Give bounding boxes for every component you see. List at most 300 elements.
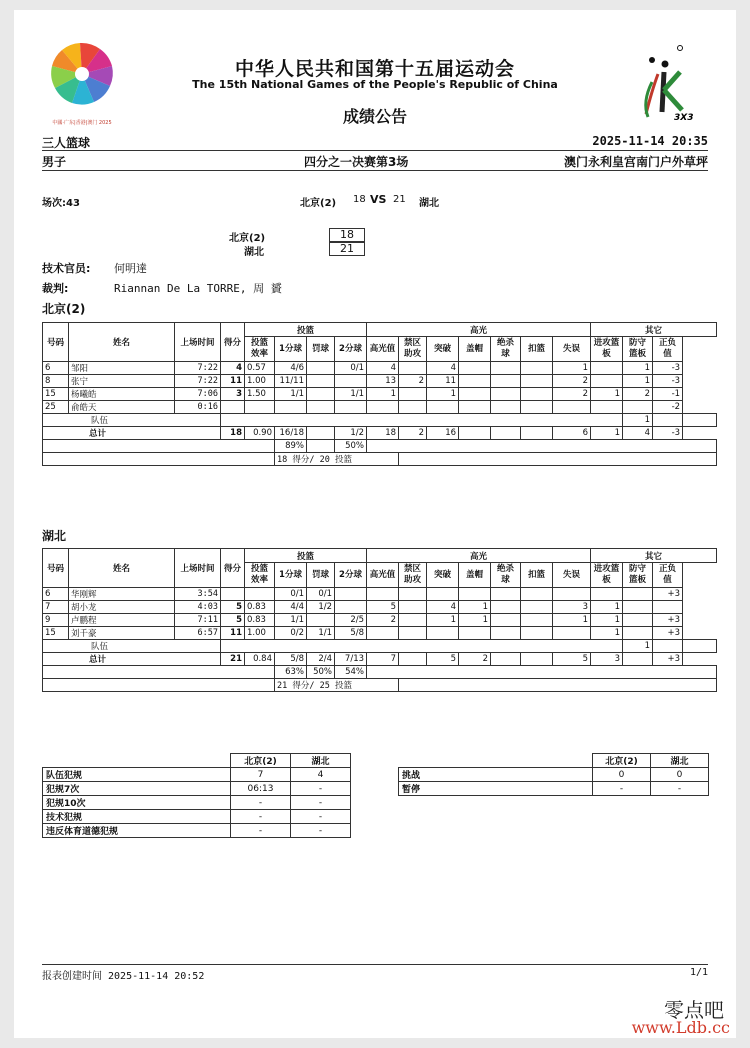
team-a-value: 7 xyxy=(231,768,291,782)
col-dreb: 防守篮板 xyxy=(623,337,653,362)
col-block: 盖帽 xyxy=(459,337,491,362)
col-time: 上场时间 xyxy=(175,323,221,362)
player-paint xyxy=(399,588,427,601)
team-row-to: 1 xyxy=(623,414,653,427)
player-pts: 3 xyxy=(221,388,245,401)
player-p1: 0/2 xyxy=(275,627,307,640)
total-p2: 1/2 xyxy=(335,427,367,440)
player-p1: 4/6 xyxy=(275,362,307,375)
player-dunk xyxy=(521,375,553,388)
player-p1: 1/1 xyxy=(275,614,307,627)
group-shooting: 投篮 xyxy=(245,549,367,563)
player-time: 6:57 xyxy=(175,627,221,640)
team-b-value: - xyxy=(291,810,351,824)
player-buzzer xyxy=(491,614,521,627)
tech-official-label: 技术官员: xyxy=(42,262,91,275)
player-oreb: 1 xyxy=(591,614,623,627)
scorebox-team-b: 湖北 xyxy=(244,247,264,258)
title-english: The 15th National Games of the People's Republic of China xyxy=(192,78,558,91)
col-ft: 罚球 xyxy=(307,337,335,362)
player-eff xyxy=(245,588,275,601)
player-name: 华刚辉 xyxy=(69,588,175,601)
player-p1: 1/1 xyxy=(275,388,307,401)
player-ft xyxy=(307,388,335,401)
row-label: 技术犯规 xyxy=(43,810,231,824)
fouls-col-team-b: 湖北 xyxy=(291,754,351,768)
row-label: 违反体育道德犯规 xyxy=(43,824,231,838)
player-block xyxy=(459,401,491,414)
match-number: 场次:43 xyxy=(42,198,80,209)
total-to: 6 xyxy=(553,427,591,440)
player-block: 1 xyxy=(459,601,491,614)
fouls-col-team-a: 北京(2) xyxy=(231,754,291,768)
group-highlights: 高光 xyxy=(367,323,591,337)
col-oreb: 进攻篮板 xyxy=(591,337,623,362)
row-label: 队伍犯规 xyxy=(43,768,231,782)
player-drive: 4 xyxy=(427,601,459,614)
report-datetime: 2025-11-14 20:35 xyxy=(592,134,708,148)
team-row xyxy=(43,640,717,653)
group-highlights: 高光 xyxy=(367,549,591,563)
player-to: 1 xyxy=(553,614,591,627)
player-name: 胡小龙 xyxy=(69,601,175,614)
group-shooting: 投篮 xyxy=(245,323,367,337)
total-to: 5 xyxy=(553,653,591,666)
player-p2: 0/1 xyxy=(335,362,367,375)
player-row xyxy=(43,627,717,640)
scorebox-score-b: 21 xyxy=(329,242,365,256)
summary-table-row xyxy=(43,824,351,838)
col-no: 号码 xyxy=(43,323,69,362)
shots-summary: 18 得分/ 20 投篮 xyxy=(275,453,399,466)
player-eff: 1.00 xyxy=(245,627,275,640)
player-row xyxy=(43,388,717,401)
player-oreb xyxy=(591,362,623,375)
player-block xyxy=(459,588,491,601)
title-chinese: 中华人民共和国第十五届运动会 xyxy=(234,58,515,80)
team-a-value: - xyxy=(593,782,651,796)
summary-row xyxy=(43,453,717,466)
player-no: 25 xyxy=(43,401,69,414)
total-p1: 16/18 xyxy=(275,427,307,440)
team-b-value: - xyxy=(651,782,709,796)
team-b-name: 湖北 xyxy=(419,198,439,209)
total-hl: 18 xyxy=(367,427,399,440)
player-dreb xyxy=(623,614,653,627)
team-b-value: - xyxy=(291,782,351,796)
col-name: 姓名 xyxy=(69,323,175,362)
player-p2 xyxy=(335,601,367,614)
player-buzzer xyxy=(491,388,521,401)
vs-label: VS xyxy=(370,193,387,206)
player-pm: +3 xyxy=(653,627,683,640)
team-b-value: 0 xyxy=(651,768,709,782)
total-dunk xyxy=(521,427,553,440)
challenges-table xyxy=(398,753,709,796)
document-title: 成绩公告 xyxy=(342,107,407,126)
col-ft: 罚球 xyxy=(307,563,335,588)
total-dunk xyxy=(521,653,553,666)
player-drive xyxy=(427,588,459,601)
total-dreb xyxy=(623,653,653,666)
player-time: 7:11 xyxy=(175,614,221,627)
player-drive: 1 xyxy=(427,614,459,627)
col-pm: 正负值 xyxy=(653,337,683,362)
team-row-label: 队伍 xyxy=(43,640,221,653)
player-ft xyxy=(307,401,335,414)
player-ft: 0/1 xyxy=(307,588,335,601)
total-label: 总计 xyxy=(43,653,221,666)
col-pts: 得分 xyxy=(221,549,245,588)
summary-table-row xyxy=(43,810,351,824)
player-no: 15 xyxy=(43,388,69,401)
player-block xyxy=(459,388,491,401)
total-hl: 7 xyxy=(367,653,399,666)
team-b-score: 21 xyxy=(393,194,406,205)
col-dreb: 防守篮板 xyxy=(623,563,653,588)
total-dreb: 4 xyxy=(623,427,653,440)
player-p2 xyxy=(335,375,367,388)
divider xyxy=(42,170,708,171)
player-oreb xyxy=(591,375,623,388)
player-drive xyxy=(427,627,459,640)
player-eff: 0.83 xyxy=(245,601,275,614)
player-name: 张宁 xyxy=(69,375,175,388)
player-paint xyxy=(399,614,427,627)
player-dreb xyxy=(623,627,653,640)
player-pts: 4 xyxy=(221,362,245,375)
col-paint: 禁区助攻 xyxy=(399,563,427,588)
player-name: 刘千豪 xyxy=(69,627,175,640)
player-hl: 4 xyxy=(367,362,399,375)
row-label: 挑战 xyxy=(399,768,593,782)
player-hl: 5 xyxy=(367,601,399,614)
group-other: 其它 xyxy=(591,549,717,563)
col-eff: 投篮效率 xyxy=(245,563,275,588)
player-pm: -3 xyxy=(653,375,683,388)
summary-table-row xyxy=(43,796,351,810)
player-p2 xyxy=(335,401,367,414)
player-row xyxy=(43,614,717,627)
referee-value: Riannan De La TORRE, 周 贇 xyxy=(114,282,282,295)
player-time: 4:03 xyxy=(175,601,221,614)
gender: 男子 xyxy=(42,155,67,169)
player-to xyxy=(553,588,591,601)
team-b-value: - xyxy=(291,824,351,838)
team-b-value: 4 xyxy=(291,768,351,782)
col-drive: 突破 xyxy=(427,563,459,588)
team2-heading: 湖北 xyxy=(42,529,67,543)
player-time: 7:22 xyxy=(175,362,221,375)
pct-p2: 54% xyxy=(335,666,367,679)
player-to: 2 xyxy=(553,388,591,401)
team-a-value: - xyxy=(231,824,291,838)
col-paint: 禁区助攻 xyxy=(399,337,427,362)
col-time: 上场时间 xyxy=(175,549,221,588)
referee-label: 裁判: xyxy=(42,282,69,295)
percent-row xyxy=(43,440,717,453)
team-row xyxy=(43,414,717,427)
pct-ft xyxy=(307,440,335,453)
col-block: 盖帽 xyxy=(459,563,491,588)
col-p1: 1分球 xyxy=(275,337,307,362)
total-paint: 2 xyxy=(399,427,427,440)
team-a-value: 06:13 xyxy=(231,782,291,796)
player-pts: 5 xyxy=(221,614,245,627)
player-eff xyxy=(245,401,275,414)
team-row-label: 队伍 xyxy=(43,414,221,427)
col-p1: 1分球 xyxy=(275,563,307,588)
tech-official-value: 何明達 xyxy=(114,262,147,275)
player-p2: 5/8 xyxy=(335,627,367,640)
logo-3x3-text: 3X3 xyxy=(674,113,694,122)
player-name: 俞皓天 xyxy=(69,401,175,414)
col-hl: 高光值 xyxy=(367,337,399,362)
team-a-value: 0 xyxy=(593,768,651,782)
player-time: 3:54 xyxy=(175,588,221,601)
player-eff: 0.83 xyxy=(245,614,275,627)
player-dreb: 2 xyxy=(623,388,653,401)
fouls-table xyxy=(42,753,351,838)
row-label: 暂停 xyxy=(399,782,593,796)
player-buzzer xyxy=(491,401,521,414)
team-a-value: - xyxy=(231,810,291,824)
player-paint xyxy=(399,362,427,375)
percent-row xyxy=(43,666,717,679)
player-pts: 11 xyxy=(221,627,245,640)
col-dunk: 扣篮 xyxy=(521,563,553,588)
total-oreb: 3 xyxy=(591,653,623,666)
total-eff: 0.84 xyxy=(245,653,275,666)
player-oreb: 1 xyxy=(591,601,623,614)
team-a-name: 北京(2) xyxy=(300,198,337,209)
row-label: 犯规7次 xyxy=(43,782,231,796)
player-block: 1 xyxy=(459,614,491,627)
col-no: 号码 xyxy=(43,549,69,588)
player-paint xyxy=(399,601,427,614)
player-paint: 2 xyxy=(399,375,427,388)
player-p1: 4/4 xyxy=(275,601,307,614)
player-no: 6 xyxy=(43,588,69,601)
col-buzzer: 绝杀球 xyxy=(491,337,521,362)
player-oreb: 1 xyxy=(591,627,623,640)
pct-p2: 50% xyxy=(335,440,367,453)
player-ft xyxy=(307,362,335,375)
total-pm: -3 xyxy=(653,427,683,440)
player-oreb: 1 xyxy=(591,388,623,401)
player-block xyxy=(459,375,491,388)
player-ft: 1/2 xyxy=(307,601,335,614)
scorebox-score-a: 18 xyxy=(329,228,365,242)
player-drive: 1 xyxy=(427,388,459,401)
player-to: 1 xyxy=(553,362,591,375)
player-row xyxy=(43,601,717,614)
total-drive: 5 xyxy=(427,653,459,666)
team-a-value: - xyxy=(231,796,291,810)
player-dreb xyxy=(623,401,653,414)
divider xyxy=(42,150,708,151)
player-no: 7 xyxy=(43,601,69,614)
total-pm: +3 xyxy=(653,653,683,666)
player-p2: 2/5 xyxy=(335,614,367,627)
player-oreb xyxy=(591,588,623,601)
player-hl xyxy=(367,588,399,601)
player-hl: 13 xyxy=(367,375,399,388)
group-other: 其它 xyxy=(591,323,717,337)
watermark-text: 零点吧 xyxy=(664,998,724,1022)
col-buzzer: 绝杀球 xyxy=(491,563,521,588)
total-p1: 5/8 xyxy=(275,653,307,666)
player-paint xyxy=(399,388,427,401)
player-time: 7:22 xyxy=(175,375,221,388)
venue: 澳门永利皇宫南门户外草坪 xyxy=(563,155,708,169)
player-to xyxy=(553,401,591,414)
player-drive: 11 xyxy=(427,375,459,388)
player-no: 6 xyxy=(43,362,69,375)
logo-caption: 中國·广东|香港|澳门 2025 xyxy=(52,120,112,126)
total-p2: 7/13 xyxy=(335,653,367,666)
team-b-value: - xyxy=(291,796,351,810)
player-buzzer xyxy=(491,588,521,601)
player-hl xyxy=(367,401,399,414)
player-name: 卢鹏程 xyxy=(69,614,175,627)
summary-row xyxy=(43,679,717,692)
player-dunk xyxy=(521,401,553,414)
player-dunk xyxy=(521,388,553,401)
total-eff: 0.90 xyxy=(245,427,275,440)
footer-divider xyxy=(42,964,708,965)
summary-table-row xyxy=(399,782,709,796)
player-name: 杨曦皓 xyxy=(69,388,175,401)
player-no: 8 xyxy=(43,375,69,388)
player-to: 3 xyxy=(553,601,591,614)
player-dunk xyxy=(521,362,553,375)
player-hl: 1 xyxy=(367,388,399,401)
player-buzzer xyxy=(491,627,521,640)
player-time: 0:16 xyxy=(175,401,221,414)
player-block xyxy=(459,627,491,640)
player-dunk xyxy=(521,588,553,601)
player-to: 2 xyxy=(553,375,591,388)
col-oreb: 进攻篮板 xyxy=(591,563,623,588)
player-hl xyxy=(367,627,399,640)
col-name: 姓名 xyxy=(69,549,175,588)
col-dunk: 扣篮 xyxy=(521,337,553,362)
col-drive: 突破 xyxy=(427,337,459,362)
result-sheet xyxy=(14,10,736,1038)
col-pts: 得分 xyxy=(221,323,245,362)
player-ft: 1/1 xyxy=(307,627,335,640)
total-paint xyxy=(399,653,427,666)
player-drive xyxy=(427,401,459,414)
sport-name: 三人篮球 xyxy=(42,136,91,150)
pct-ft: 50% xyxy=(307,666,335,679)
player-dunk xyxy=(521,627,553,640)
col-p2: 2分球 xyxy=(335,337,367,362)
player-dunk xyxy=(521,601,553,614)
total-label: 总计 xyxy=(43,427,221,440)
player-pm: -2 xyxy=(653,401,683,414)
team1-heading: 北京(2) xyxy=(42,302,86,316)
player-buzzer xyxy=(491,375,521,388)
challenges-col-team-a: 北京(2) xyxy=(593,754,651,768)
round: 四分之一决赛第3场 xyxy=(304,155,409,169)
player-pm: +3 xyxy=(653,614,683,627)
player-pts: 5 xyxy=(221,601,245,614)
total-row xyxy=(43,427,717,440)
player-dreb: 1 xyxy=(623,362,653,375)
total-block xyxy=(459,427,491,440)
team-row-to: 1 xyxy=(623,640,653,653)
total-pts: 18 xyxy=(221,427,245,440)
player-eff: 0.57 xyxy=(245,362,275,375)
player-dreb: 1 xyxy=(623,375,653,388)
player-eff: 1.50 xyxy=(245,388,275,401)
team2-stats-table xyxy=(42,548,717,692)
player-row xyxy=(43,588,717,601)
player-block xyxy=(459,362,491,375)
pct-p1: 63% xyxy=(275,666,307,679)
total-buzzer xyxy=(491,653,521,666)
team-a-score: 18 xyxy=(353,194,366,205)
player-p1 xyxy=(275,401,307,414)
player-p2: 1/1 xyxy=(335,388,367,401)
row-label: 犯规10次 xyxy=(43,796,231,810)
col-to: 失误 xyxy=(553,563,591,588)
player-p2 xyxy=(335,588,367,601)
pct-p1: 89% xyxy=(275,440,307,453)
player-pm: -3 xyxy=(653,362,683,375)
player-ft xyxy=(307,375,335,388)
player-paint xyxy=(399,401,427,414)
player-dreb xyxy=(623,601,653,614)
player-no: 9 xyxy=(43,614,69,627)
team1-stats-table xyxy=(42,322,717,466)
total-oreb: 1 xyxy=(591,427,623,440)
shots-summary: 21 得分/ 25 投篮 xyxy=(275,679,399,692)
player-row xyxy=(43,401,717,414)
total-block: 2 xyxy=(459,653,491,666)
player-p1: 11/11 xyxy=(275,375,307,388)
page-number: 1/1 xyxy=(689,967,708,978)
player-time: 7:06 xyxy=(175,388,221,401)
player-buzzer xyxy=(491,362,521,375)
player-ft xyxy=(307,614,335,627)
total-row xyxy=(43,653,717,666)
total-ft: 2/4 xyxy=(307,653,335,666)
player-paint xyxy=(399,627,427,640)
total-drive: 16 xyxy=(427,427,459,440)
player-to xyxy=(553,627,591,640)
report-created: 报表创建时间 2025-11-14 20:52 xyxy=(42,971,205,982)
player-pm xyxy=(653,601,683,614)
player-eff: 1.00 xyxy=(245,375,275,388)
col-hl: 高光值 xyxy=(367,563,399,588)
player-pm: +3 xyxy=(653,588,683,601)
summary-table-row xyxy=(43,768,351,782)
player-pts xyxy=(221,401,245,414)
col-p2: 2分球 xyxy=(335,563,367,588)
summary-table-row xyxy=(43,782,351,796)
player-row xyxy=(43,362,717,375)
player-buzzer xyxy=(491,601,521,614)
col-eff: 投篮效率 xyxy=(245,337,275,362)
player-dunk xyxy=(521,614,553,627)
player-row xyxy=(43,375,717,388)
summary-table-row xyxy=(399,768,709,782)
player-pts xyxy=(221,588,245,601)
player-oreb xyxy=(591,401,623,414)
